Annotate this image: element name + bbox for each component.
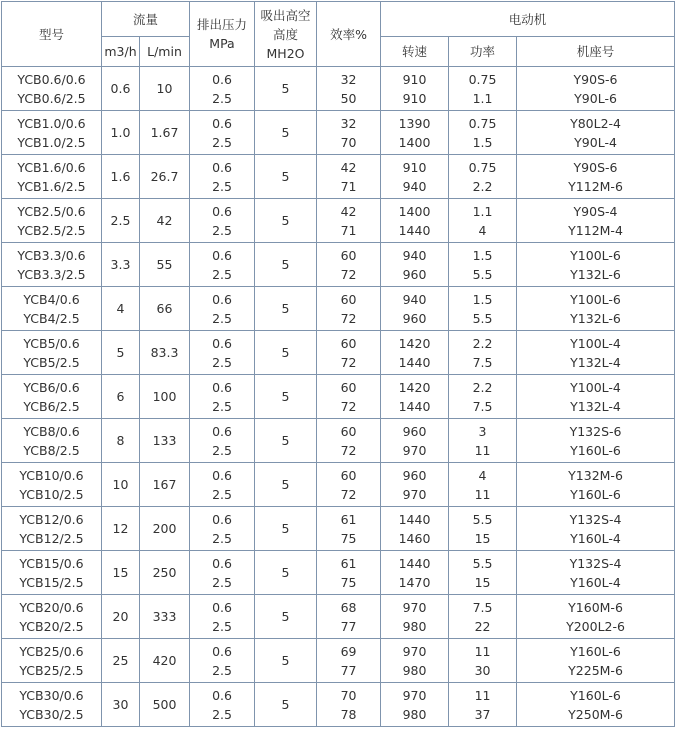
- cell-model: YCB15/0.6 YCB15/2.5: [2, 551, 102, 595]
- cell-flow-lmin: 200: [140, 507, 190, 551]
- cell-frame: Y100L-4 Y132L-4: [517, 375, 675, 419]
- cell-power: 11 30: [449, 639, 517, 683]
- cell-frame: Y132S-6 Y160L-6: [517, 419, 675, 463]
- cell-speed: 960 970: [381, 419, 449, 463]
- cell-pressure: 0.6 2.5: [190, 155, 255, 199]
- cell-speed: 960 970: [381, 463, 449, 507]
- cell-frame: Y160L-6 Y250M-6: [517, 683, 675, 727]
- cell-pressure: 0.6 2.5: [190, 507, 255, 551]
- cell-power: 7.5 22: [449, 595, 517, 639]
- header-model: 型号: [2, 2, 102, 67]
- table-row: [2, 639, 675, 683]
- header-frame: 机座号: [517, 37, 675, 67]
- header-flow-m3h: m3/h: [102, 37, 140, 67]
- cell-suction-height: 5: [255, 199, 317, 243]
- cell-efficiency: 32 50: [317, 67, 381, 111]
- cell-frame: Y160L-6 Y225M-6: [517, 639, 675, 683]
- cell-suction-height: 5: [255, 639, 317, 683]
- cell-speed: 1400 1440: [381, 199, 449, 243]
- cell-flow-m3h: 0.6: [102, 67, 140, 111]
- cell-flow-m3h: 15: [102, 551, 140, 595]
- cell-power: 2.2 7.5: [449, 375, 517, 419]
- table-row: [2, 683, 675, 727]
- cell-model: YCB3.3/0.6 YCB3.3/2.5: [2, 243, 102, 287]
- cell-pressure: 0.6 2.5: [190, 243, 255, 287]
- header-motor: 电动机: [381, 2, 675, 37]
- table-header: [2, 2, 675, 67]
- cell-pressure: 0.6 2.5: [190, 331, 255, 375]
- cell-suction-height: 5: [255, 463, 317, 507]
- table-row: [2, 419, 675, 463]
- header-flow-lmin: L/min: [140, 37, 190, 67]
- cell-efficiency: 60 72: [317, 463, 381, 507]
- table-row: [2, 111, 675, 155]
- cell-efficiency: 70 78: [317, 683, 381, 727]
- cell-frame: Y90S-4 Y112M-4: [517, 199, 675, 243]
- header-power: 功率: [449, 37, 517, 67]
- cell-suction-height: 5: [255, 595, 317, 639]
- cell-efficiency: 60 72: [317, 287, 381, 331]
- cell-pressure: 0.6 2.5: [190, 375, 255, 419]
- cell-power: 5.5 15: [449, 507, 517, 551]
- cell-flow-lmin: 42: [140, 199, 190, 243]
- cell-suction-height: 5: [255, 375, 317, 419]
- cell-pressure: 0.6 2.5: [190, 639, 255, 683]
- cell-power: 3 11: [449, 419, 517, 463]
- cell-power: 0.75 1.5: [449, 111, 517, 155]
- cell-pressure: 0.6 2.5: [190, 551, 255, 595]
- cell-speed: 1440 1470: [381, 551, 449, 595]
- cell-frame: Y132S-4 Y160L-4: [517, 551, 675, 595]
- cell-speed: 940 960: [381, 287, 449, 331]
- cell-efficiency: 32 70: [317, 111, 381, 155]
- cell-flow-m3h: 1.6: [102, 155, 140, 199]
- cell-model: YCB1.0/0.6 YCB1.0/2.5: [2, 111, 102, 155]
- cell-model: YCB1.6/0.6 YCB1.6/2.5: [2, 155, 102, 199]
- cell-pressure: 0.6 2.5: [190, 463, 255, 507]
- cell-efficiency: 42 71: [317, 199, 381, 243]
- cell-model: YCB4/0.6 YCB4/2.5: [2, 287, 102, 331]
- cell-model: YCB20/0.6 YCB20/2.5: [2, 595, 102, 639]
- cell-flow-m3h: 30: [102, 683, 140, 727]
- cell-model: YCB30/0.6 YCB30/2.5: [2, 683, 102, 727]
- cell-flow-lmin: 26.7: [140, 155, 190, 199]
- cell-efficiency: 42 71: [317, 155, 381, 199]
- cell-pressure: 0.6 2.5: [190, 199, 255, 243]
- cell-efficiency: 60 72: [317, 243, 381, 287]
- cell-efficiency: 60 72: [317, 331, 381, 375]
- cell-flow-lmin: 250: [140, 551, 190, 595]
- cell-frame: Y90S-6 Y90L-6: [517, 67, 675, 111]
- cell-flow-lmin: 55: [140, 243, 190, 287]
- header-flow: 流量: [102, 2, 190, 37]
- cell-suction-height: 5: [255, 243, 317, 287]
- header-speed: 转速: [381, 37, 449, 67]
- cell-flow-m3h: 5: [102, 331, 140, 375]
- cell-flow-m3h: 8: [102, 419, 140, 463]
- cell-flow-m3h: 12: [102, 507, 140, 551]
- cell-suction-height: 5: [255, 111, 317, 155]
- cell-flow-m3h: 25: [102, 639, 140, 683]
- cell-speed: 1390 1400: [381, 111, 449, 155]
- cell-frame: Y132S-4 Y160L-4: [517, 507, 675, 551]
- cell-model: YCB25/0.6 YCB25/2.5: [2, 639, 102, 683]
- cell-efficiency: 60 72: [317, 375, 381, 419]
- table-row: [2, 287, 675, 331]
- cell-frame: Y100L-6 Y132L-6: [517, 287, 675, 331]
- pump-spec-table: [1, 1, 675, 727]
- cell-flow-lmin: 83.3: [140, 331, 190, 375]
- cell-power: 11 37: [449, 683, 517, 727]
- cell-frame: Y80L2-4 Y90L-4: [517, 111, 675, 155]
- cell-speed: 940 960: [381, 243, 449, 287]
- table-row: [2, 595, 675, 639]
- cell-speed: 970 980: [381, 639, 449, 683]
- cell-power: 0.75 1.1: [449, 67, 517, 111]
- cell-speed: 970 980: [381, 595, 449, 639]
- cell-flow-lmin: 420: [140, 639, 190, 683]
- cell-suction-height: 5: [255, 507, 317, 551]
- cell-flow-m3h: 3.3: [102, 243, 140, 287]
- cell-flow-lmin: 66: [140, 287, 190, 331]
- table-row: [2, 331, 675, 375]
- cell-suction-height: 5: [255, 419, 317, 463]
- cell-frame: Y160M-6 Y200L2-6: [517, 595, 675, 639]
- cell-speed: 1440 1460: [381, 507, 449, 551]
- cell-model: YCB0.6/0.6 YCB0.6/2.5: [2, 67, 102, 111]
- cell-suction-height: 5: [255, 331, 317, 375]
- cell-model: YCB2.5/0.6 YCB2.5/2.5: [2, 199, 102, 243]
- cell-flow-m3h: 4: [102, 287, 140, 331]
- cell-model: YCB8/0.6 YCB8/2.5: [2, 419, 102, 463]
- cell-efficiency: 61 75: [317, 551, 381, 595]
- cell-power: 2.2 7.5: [449, 331, 517, 375]
- cell-model: YCB6/0.6 YCB6/2.5: [2, 375, 102, 419]
- cell-suction-height: 5: [255, 551, 317, 595]
- header-pressure: 排出压力 MPa: [190, 2, 255, 67]
- cell-pressure: 0.6 2.5: [190, 595, 255, 639]
- cell-pressure: 0.6 2.5: [190, 287, 255, 331]
- cell-suction-height: 5: [255, 67, 317, 111]
- cell-power: 1.5 5.5: [449, 287, 517, 331]
- cell-suction-height: 5: [255, 287, 317, 331]
- cell-model: YCB5/0.6 YCB5/2.5: [2, 331, 102, 375]
- cell-flow-lmin: 1.67: [140, 111, 190, 155]
- cell-flow-m3h: 10: [102, 463, 140, 507]
- cell-speed: 910 940: [381, 155, 449, 199]
- table-row: [2, 551, 675, 595]
- cell-flow-m3h: 2.5: [102, 199, 140, 243]
- table-row: [2, 507, 675, 551]
- table-row: [2, 155, 675, 199]
- cell-flow-m3h: 6: [102, 375, 140, 419]
- cell-pressure: 0.6 2.5: [190, 111, 255, 155]
- cell-frame: Y100L-6 Y132L-6: [517, 243, 675, 287]
- cell-frame: Y132M-6 Y160L-6: [517, 463, 675, 507]
- table-row: [2, 243, 675, 287]
- cell-power: 1.5 5.5: [449, 243, 517, 287]
- cell-efficiency: 68 77: [317, 595, 381, 639]
- cell-efficiency: 61 75: [317, 507, 381, 551]
- cell-suction-height: 5: [255, 683, 317, 727]
- cell-flow-lmin: 167: [140, 463, 190, 507]
- cell-pressure: 0.6 2.5: [190, 419, 255, 463]
- cell-pressure: 0.6 2.5: [190, 67, 255, 111]
- cell-efficiency: 69 77: [317, 639, 381, 683]
- cell-power: 5.5 15: [449, 551, 517, 595]
- cell-speed: 1420 1440: [381, 375, 449, 419]
- cell-speed: 910 910: [381, 67, 449, 111]
- cell-flow-lmin: 100: [140, 375, 190, 419]
- cell-frame: Y90S-6 Y112M-6: [517, 155, 675, 199]
- cell-flow-lmin: 10: [140, 67, 190, 111]
- cell-speed: 970 980: [381, 683, 449, 727]
- cell-speed: 1420 1440: [381, 331, 449, 375]
- table-row: [2, 199, 675, 243]
- header-suction-height: 吸出高空 高度 MH2O: [255, 2, 317, 67]
- table-row: [2, 463, 675, 507]
- cell-flow-m3h: 20: [102, 595, 140, 639]
- cell-flow-m3h: 1.0: [102, 111, 140, 155]
- cell-flow-lmin: 333: [140, 595, 190, 639]
- cell-flow-lmin: 133: [140, 419, 190, 463]
- table-row: [2, 375, 675, 419]
- table-body: [2, 67, 675, 727]
- cell-power: 1.1 4: [449, 199, 517, 243]
- cell-frame: Y100L-4 Y132L-4: [517, 331, 675, 375]
- header-efficiency: 效率%: [317, 2, 381, 67]
- cell-model: YCB12/0.6 YCB12/2.5: [2, 507, 102, 551]
- table-row: [2, 67, 675, 111]
- cell-model: YCB10/0.6 YCB10/2.5: [2, 463, 102, 507]
- cell-suction-height: 5: [255, 155, 317, 199]
- cell-power: 4 11: [449, 463, 517, 507]
- cell-efficiency: 60 72: [317, 419, 381, 463]
- cell-pressure: 0.6 2.5: [190, 683, 255, 727]
- cell-flow-lmin: 500: [140, 683, 190, 727]
- cell-power: 0.75 2.2: [449, 155, 517, 199]
